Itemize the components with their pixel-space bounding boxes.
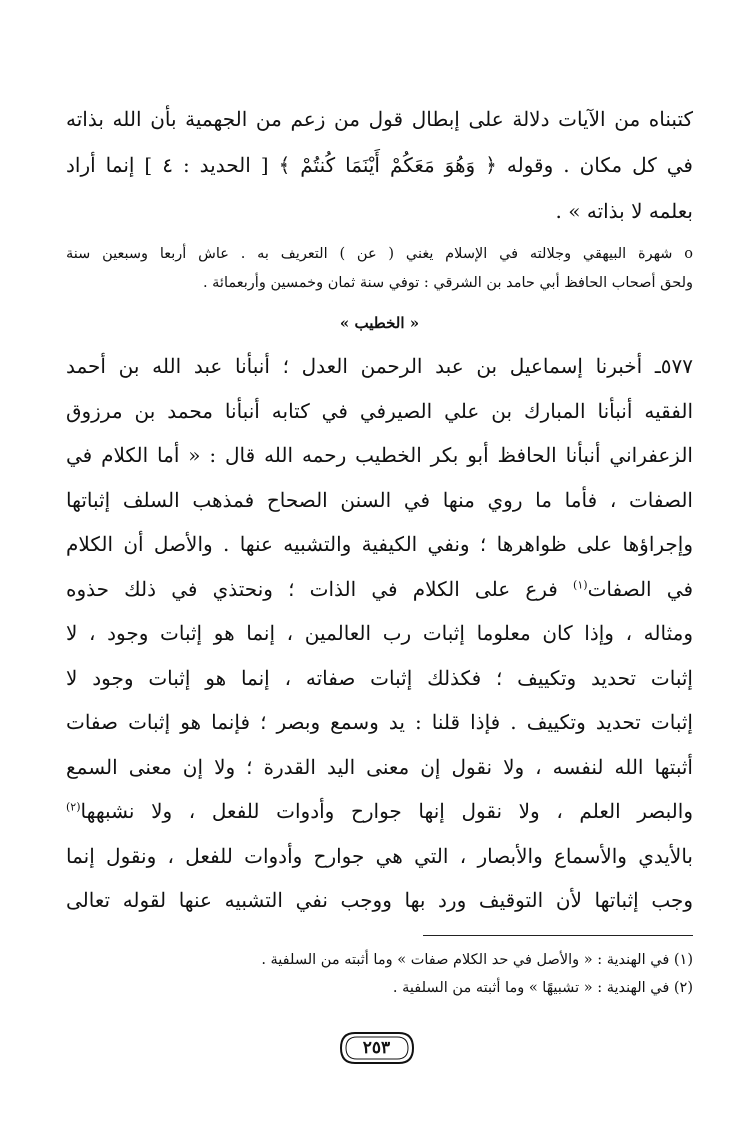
footnote-divider: [423, 935, 693, 936]
footnote-divider-wrap: [66, 923, 693, 946]
text-line: وجب إثباتها لأن التوقيف ورد بها ووجب نفي التشبيه عنها لقوله تعالى: [66, 888, 693, 912]
text-line: إثبات تحديد وتكييف ؛ فكذلك إثبات صفاته ، إنما هو إثبات وجود لا: [66, 665, 693, 690]
text-line: [66, 567, 693, 612]
text-line: كتبناه من الآيات دلالة على إبطال قول من زعم من الجهمية بأن الله بذاته: [66, 107, 693, 131]
section-heading: « الخطيب »: [339, 314, 420, 332]
page-number: ٢٥٣: [362, 1038, 391, 1058]
top-paragraph: [66, 96, 693, 234]
text-line: الزعفراني أنبأنا الحافظ أبو بكر الخطيب رحمه الله قال : « أما الكلام في: [66, 443, 693, 467]
text-line: [66, 789, 693, 834]
text-line: وإجراؤها على ظواهرها ؛ ونفي الكيفية والتشبيه عنها . والأصل أن الكلام: [66, 532, 693, 556]
footnote: (٢) في الهندية : « تشبيهًا » وما أثبته من السلفية .: [392, 979, 693, 996]
text-line: في كل مكان . وقوله ﴿ وَهُوَ مَعَكُمْ أَيْنَمَا كُنتُمْ ﴾ [ الحديد : ٤ ] إنما أراد: [66, 153, 693, 177]
text-segment: فرع على الكلام في الذات ؛ ونحتذي في ذلك حذوه: [66, 576, 574, 601]
text-line: الصفات ، فأما ما روي منها في السنن الصحاح فمذهب السلف إثباتها: [66, 487, 693, 512]
text-segment: والبصر العلم ، ولا نقول إنها جوارح وأدوات للفعل ، ولا نشبهها: [80, 799, 693, 823]
page-number-frame: [339, 1030, 415, 1066]
footnote-marker: (٢): [66, 800, 81, 814]
biography-note: [66, 240, 693, 298]
footnote-marker: (١): [573, 577, 588, 591]
note-line: ولحق أصحاب الحافظ أبي حامد بن الشرقي : توفي سنة ثمان وخمسين وأربعمائة .: [202, 275, 693, 291]
text-line: إثبات تحديد وتكييف . فإذا قلنا : يد وسمع وبصر ؛ فإنما هو إثبات صفات: [66, 710, 693, 734]
main-paragraph: [66, 344, 693, 923]
text-line: الفقيه أنبأنا المبارك بن علي الصيرفي في كتابه أنبأنا محمد بن مرزوق: [66, 398, 693, 423]
footnotes: [66, 946, 693, 1002]
text-line: أثبتها الله لنفسه ، ولا نقول إن معنى اليد القدرة ؛ ولا إن معنى السمع: [66, 754, 693, 779]
note-line: o شهرة البيهقي وجلالته في الإسلام يغني ( عن ) التعريف به . عاش أربعا وسبعين سنة: [66, 246, 693, 262]
text-line: بالأيدي والأسماع والأبصار ، التي هي جوارح وأدوات للفعل ، ونقول إنما: [66, 843, 693, 868]
text-line: ٥٧٧ـ أخبرنا إسماعيل بن عبد الرحمن العدل ؛ أنبأنا عبد الله بن أحمد: [66, 354, 693, 378]
footnote: (١) في الهندية : « والأصل في حد الكلام صفات » وما أثبته من السلفية .: [261, 951, 693, 968]
text-segment: في الصفات: [587, 576, 694, 601]
text-line: ومثاله ، وإذا كان معلوما إثبات رب العالمين ، إنما هو إثبات وجود ، لا: [66, 621, 693, 645]
text-line: بعلمه لا بذاته » .: [555, 199, 693, 223]
